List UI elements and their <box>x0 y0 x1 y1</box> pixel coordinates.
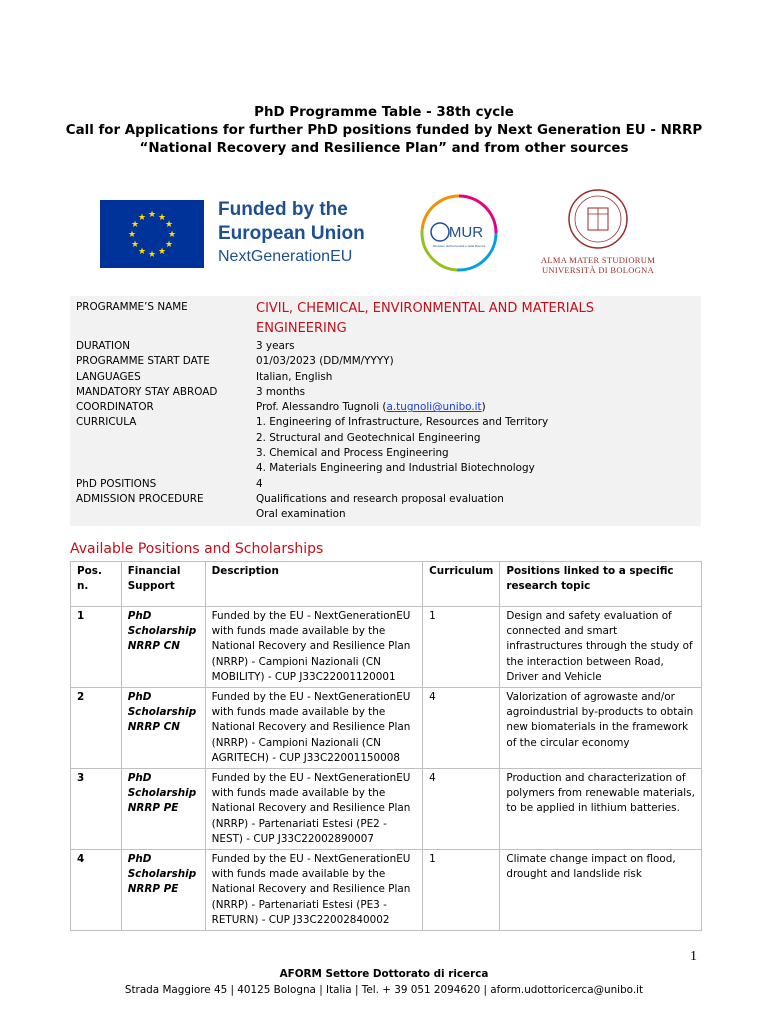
column-header: Curriculum <box>423 562 500 607</box>
svg-text:★: ★ <box>130 240 140 250</box>
info-row-duration <box>70 339 701 354</box>
position-topic: Production and characterization of polymers from renewable materials, to be applied in lithium batteries. <box>500 769 702 850</box>
position-description: Funded by the EU - NextGenerationEU with funds made available by the National Recovery and Resilience Plan (NRRP) - Campioni Nazionali (CN AGRITECH) - CUP J33C22001150008 <box>205 688 423 769</box>
unibo-seal-icon <box>565 188 631 250</box>
info-row-languages <box>70 370 701 385</box>
info-value: 3 months <box>250 385 701 400</box>
position-curriculum: 4 <box>423 769 500 850</box>
column-header: Pos. n. <box>71 562 122 607</box>
coordinator-suffix: ) <box>481 401 486 414</box>
info-row-admission <box>70 492 701 526</box>
eu-funding-text <box>218 198 365 268</box>
position-description: Funded by the EU - NextGenerationEU with funds made available by the National Recovery and Resilience Plan (NRRP) - Partenariati Estesi (PE2 - NEST) - CUP J33C22002890007 <box>205 769 423 850</box>
financial-support: PhD Scholarship NRRP PE <box>121 850 205 931</box>
info-label: PROGRAMME’S NAME <box>70 296 250 339</box>
table-row <box>71 769 702 850</box>
position-curriculum: 4 <box>423 688 500 769</box>
info-value: 4 <box>250 477 701 492</box>
position-number: 3 <box>71 769 122 850</box>
position-number: 4 <box>71 850 122 931</box>
curriculum-item: 3. Chemical and Process Engineering <box>256 447 449 460</box>
admission-line-1: Qualifications and research proposal evaluation <box>256 492 504 505</box>
column-header: Financial Support <box>121 562 205 607</box>
position-number: 1 <box>71 607 122 688</box>
info-label: CURRICULA <box>70 415 250 476</box>
financial-support: PhD Scholarship NRRP CN <box>121 688 205 769</box>
column-header: Positions linked to a specific research topic <box>500 562 702 607</box>
info-label: LANGUAGES <box>70 370 250 385</box>
unibo-name-line-2: UNIVERSITÀ DI BOLOGNA <box>541 265 655 275</box>
curriculum-item: 2. Structural and Geotechnical Engineering <box>256 431 481 444</box>
info-row-positions <box>70 477 701 492</box>
info-value: Italian, English <box>250 370 701 385</box>
mur-label: MUR <box>448 224 484 241</box>
page-number: 1 <box>690 949 697 964</box>
section-heading: Available Positions and Scholarships <box>70 541 324 557</box>
footer-office: AFORM Settore Dottorato di ricerca <box>279 968 489 980</box>
svg-text:★: ★ <box>130 220 140 230</box>
svg-text:★: ★ <box>164 240 174 250</box>
svg-text:★: ★ <box>137 247 147 257</box>
info-value: 01/03/2023 (DD/MM/YYYY) <box>250 354 701 369</box>
info-label: MANDATORY STAY ABROAD <box>70 385 250 400</box>
info-value <box>250 492 701 526</box>
svg-text:★: ★ <box>147 250 157 260</box>
svg-text:★: ★ <box>164 220 174 230</box>
info-label: DURATION <box>70 339 250 354</box>
positions-table <box>70 561 702 931</box>
info-label: PROGRAMME START DATE <box>70 354 250 369</box>
table-header-row <box>71 562 702 607</box>
table-row <box>71 688 702 769</box>
position-topic: Climate change impact on flood, drought and landslide risk <box>500 850 702 931</box>
programme-name-line-1: CIVIL, CHEMICAL, ENVIRONMENTAL AND MATERIALS <box>256 301 595 316</box>
column-header: Description <box>205 562 423 607</box>
position-description: Funded by the EU - NextGenerationEU with funds made available by the National Recovery and Resilience Plan (NRRP) - Campioni Nazionali (CN MOBILITY) - CUP J33C22001120001 <box>205 607 423 688</box>
svg-text:★: ★ <box>157 213 167 223</box>
svg-text:★: ★ <box>127 230 137 240</box>
info-value: 3 years <box>250 339 701 354</box>
title-line-2: Call for Applications for further PhD positions funded by Next Generation EU - NRRP <box>65 123 703 138</box>
financial-support: PhD Scholarship NRRP PE <box>121 769 205 850</box>
programme-name-line-2: ENGINEERING <box>256 321 347 336</box>
info-row-coordinator <box>70 400 701 415</box>
info-value <box>250 400 701 415</box>
eu-text-line-3: NextGenerationEU <box>218 248 353 265</box>
eu-text-line-1: Funded by the <box>218 199 348 220</box>
svg-text:★: ★ <box>147 210 157 220</box>
info-label: PhD POSITIONS <box>70 477 250 492</box>
info-row-start <box>70 354 701 369</box>
svg-text:★: ★ <box>157 247 167 257</box>
coordinator-email-link[interactable]: a.tugnoli@unibo.it <box>386 401 482 414</box>
document-title <box>0 104 768 158</box>
position-curriculum: 1 <box>423 850 500 931</box>
mur-sublabel: Ministero dell'Università e della Ricerca <box>432 244 486 248</box>
page-footer <box>0 966 768 998</box>
mur-logo <box>416 190 502 276</box>
title-line-3: “National Recovery and Resilience Plan” and from other sources <box>139 141 629 156</box>
coordinator-name: Prof. Alessandro Tugnoli ( <box>256 401 387 414</box>
programme-info-table <box>70 296 701 526</box>
unibo-name-line-1: ALMA MATER STUDIORUM <box>540 255 656 265</box>
info-row-abroad <box>70 385 701 400</box>
info-value <box>250 415 701 476</box>
info-row-name <box>70 296 701 339</box>
eu-flag-logo <box>100 200 204 268</box>
position-topic: Valorization of agrowaste and/or agroindustrial by-products to obtain new biomaterials in the framework of the circular economy <box>500 688 702 769</box>
footer-contact: Strada Maggiore 45 | 40125 Bologna | Italia | Tel. + 39 051 2094620 | aform.udottoricerca@unibo.it <box>124 984 644 996</box>
position-description: Funded by the EU - NextGenerationEU with funds made available by the National Recovery and Resilience Plan (NRRP) - Partenariati Estesi (PE3 - RETURN) - CUP J33C22002840002 <box>205 850 423 931</box>
svg-text:★: ★ <box>137 213 147 223</box>
logo-strip <box>100 188 680 278</box>
info-label: ADMISSION PROCEDURE <box>70 492 250 526</box>
financial-support: PhD Scholarship NRRP CN <box>121 607 205 688</box>
position-topic: Design and safety evaluation of connected and smart infrastructures through the study of the interaction between Road, Driver and Vehicle <box>500 607 702 688</box>
admission-line-2: Oral examination <box>256 508 346 521</box>
curriculum-item: 1. Engineering of Infrastructure, Resources and Territory <box>256 416 549 429</box>
table-row <box>71 607 702 688</box>
title-line-1: PhD Programme Table - 38th cycle <box>254 105 514 120</box>
position-number: 2 <box>71 688 122 769</box>
position-curriculum: 1 <box>423 607 500 688</box>
programme-name <box>250 296 701 339</box>
eu-text-line-2: European Union <box>218 223 365 244</box>
svg-text:★: ★ <box>167 230 177 240</box>
curriculum-item: 4. Materials Engineering and Industrial Biotechnology <box>256 462 535 475</box>
table-row <box>71 850 702 931</box>
info-label: COORDINATOR <box>70 400 250 415</box>
info-row-curricula <box>70 415 701 476</box>
unibo-logo <box>528 188 668 278</box>
